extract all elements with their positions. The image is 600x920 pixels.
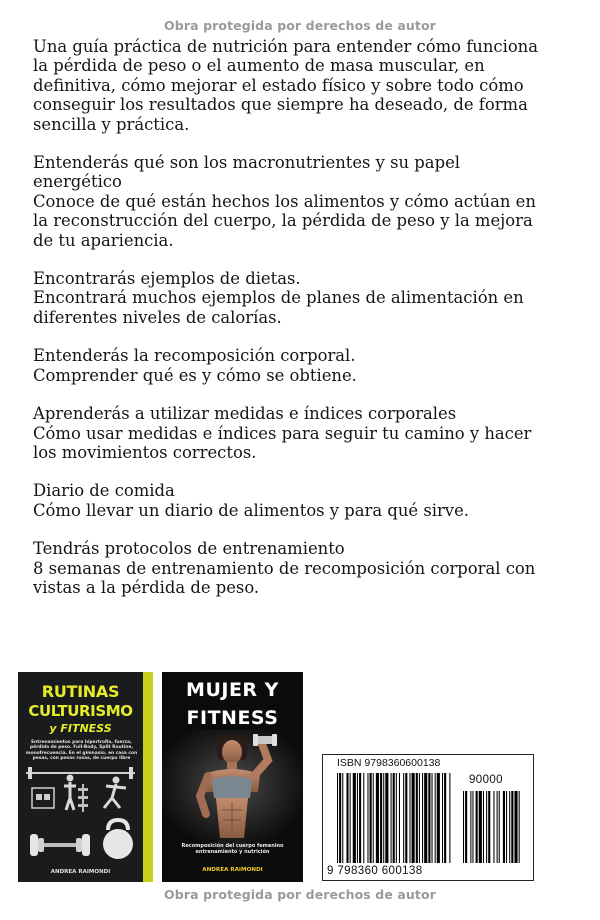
barcode-stripe (483, 791, 484, 863)
barcode-stripe (403, 773, 404, 863)
text-line: Aprenderás a utilizar medidas e índices corporales (33, 404, 457, 424)
barcode-stripe (488, 791, 490, 863)
barcode-stripe (393, 773, 395, 863)
book-cover-rutinas (18, 672, 153, 882)
text-line: diferentes niveles de calorías. (33, 307, 282, 327)
text-line: la reconstrucción del cuerpo, la pérdida de peso y la mejora (33, 211, 533, 231)
paragraph-training (33, 539, 578, 597)
text-line: 8 semanas de entrenamiento de recomposición corporal con (33, 558, 536, 578)
barcode-stripe (385, 773, 388, 863)
barcode-stripe (363, 773, 364, 863)
paragraph-intro (33, 37, 578, 134)
gym-equipment-illustration (22, 764, 139, 868)
cover-title: RUTINAS (41, 682, 120, 701)
barcode-stripe (497, 791, 498, 863)
barcode-stripe (380, 773, 382, 863)
cover-title: FITNESS (186, 707, 279, 729)
isbn-digits: 9 798360 600138 (327, 865, 423, 877)
text-line: definitiva, cómo mejorar el estado físico y sobre todo cómo (33, 75, 524, 95)
barcode-stripe (396, 773, 397, 863)
barcode-stripe (509, 791, 510, 863)
barcode-stripe (405, 773, 407, 863)
barcode-stripe (342, 773, 343, 863)
text-line: los movimientos correctos. (33, 442, 257, 462)
barcode-bars (323, 755, 535, 882)
barcode-stripe (463, 791, 464, 863)
barcode-stripe (391, 773, 392, 863)
barcode-stripe (476, 791, 478, 863)
barcode-stripe (514, 791, 517, 863)
cover-title: y FITNESS (49, 722, 112, 735)
paragraph-macronutrients (33, 153, 578, 250)
text-line: Encontrarás ejemplos de dietas. (33, 269, 301, 289)
barcode-stripe (465, 791, 467, 863)
barcode-stripe (412, 773, 415, 863)
text-line: vistas a la pérdida de peso. (33, 577, 260, 597)
text-line: sencilla y práctica. (33, 114, 190, 134)
barcode-stripe (444, 773, 446, 863)
barcode-stripe (428, 773, 430, 863)
barcode-stripe (432, 773, 433, 863)
barcode-stripe (503, 791, 505, 863)
text-line: Encontrará muchos ejemplos de planes de alimentación en (33, 288, 524, 308)
woman-dumbbell-photo (162, 730, 303, 850)
barcode-stripe (493, 791, 494, 863)
book-cover-mujer-fitness (162, 672, 303, 882)
barcode-stripe (339, 773, 341, 863)
barcode-stripe (383, 773, 384, 863)
barcode-stripe (357, 773, 358, 863)
barcode-stripe (470, 791, 471, 863)
text-line: Cómo usar medidas e índices para seguir tu camino y hacer (33, 423, 532, 443)
isbn-label: ISBN 9798360600138 (337, 757, 441, 769)
barcode-stripe (424, 773, 427, 863)
text-line: Una guía práctica de nutrición para entender cómo funciona (33, 37, 539, 56)
paragraph-diets (33, 269, 578, 327)
barcode-stripe (376, 773, 379, 863)
cover-author: ANDREA RAIMONDI (202, 867, 263, 873)
text-line: la pérdida de peso o el aumento de masa muscular, en (33, 56, 485, 76)
barcode-stripe (511, 791, 513, 863)
text-line: Conoce de qué están hechos los alimentos y cómo actúan en (33, 191, 536, 211)
cover-subtitle: Recomposición del cuerpo femenino entrenamiento y nutrición (181, 843, 284, 855)
barcode-stripe (435, 773, 436, 863)
barcode-stripe (399, 773, 400, 863)
barcode-stripe (337, 773, 338, 863)
cover-subtitle: Entrenamientos para hipertrofia, fuerza, pérdida de peso. Full-Body, Split Routine, monofrecuencia. En el gimnasio, en casa con pesas, con pesas rusas, de cuerpo libre (25, 740, 138, 761)
barcode-stripe (367, 773, 368, 863)
text-line: Cómo llevar un diario de alimentos y para qué sirve. (33, 500, 469, 520)
text-line: Diario de comida (33, 481, 175, 501)
barcode-stripe (437, 773, 440, 863)
text-line: Entenderás qué son los macronutrientes y su papel (33, 153, 461, 173)
text-line: Tendrás protocolos de entrenamiento (33, 539, 345, 559)
barcode-stripe (486, 791, 487, 863)
barcode-stripe (442, 773, 443, 863)
barcode-stripe (419, 773, 420, 863)
text-line: Comprender qué es y cómo se obtiene. (33, 365, 357, 385)
description-text (33, 37, 578, 616)
barcode-stripe (346, 773, 348, 863)
isbn-barcode (322, 754, 534, 881)
text-line: de tu apariencia. (33, 230, 174, 250)
cover-title: CULTURISMO (28, 702, 133, 720)
text-line: Entenderás la recomposición corporal. (33, 346, 356, 366)
barcode-stripe (353, 773, 356, 863)
cover-author: ANDREA RAIMONDI (50, 869, 111, 875)
paragraph-recomposition (33, 346, 578, 385)
paragraph-food-diary (33, 481, 578, 520)
barcode-stripe (479, 791, 482, 863)
barcode-stripe (499, 791, 500, 863)
barcode-stripe (350, 773, 351, 863)
barcode-stripe (373, 773, 374, 863)
barcode-stripe (416, 773, 418, 863)
barcode-stripe (370, 773, 372, 863)
barcode-stripe (506, 791, 507, 863)
text-line: energético (33, 172, 122, 192)
barcode-stripe (359, 773, 361, 863)
text-line: conseguir los resultados que siempre ha deseado, de forma (33, 95, 528, 115)
barcode-stripe (422, 773, 423, 863)
isbn-addon: 90000 (469, 774, 503, 786)
paragraph-measures (33, 404, 578, 462)
watermark-bottom: Obra protegida por derechos de autor (164, 887, 436, 902)
barcode-stripe (519, 791, 520, 863)
watermark-top: Obra protegida por derechos de autor (164, 18, 436, 33)
barcode-stripe (472, 791, 473, 863)
barcode-stripe (409, 773, 410, 863)
barcode-stripe (449, 773, 450, 863)
cover-title: MUJER Y (186, 679, 279, 701)
